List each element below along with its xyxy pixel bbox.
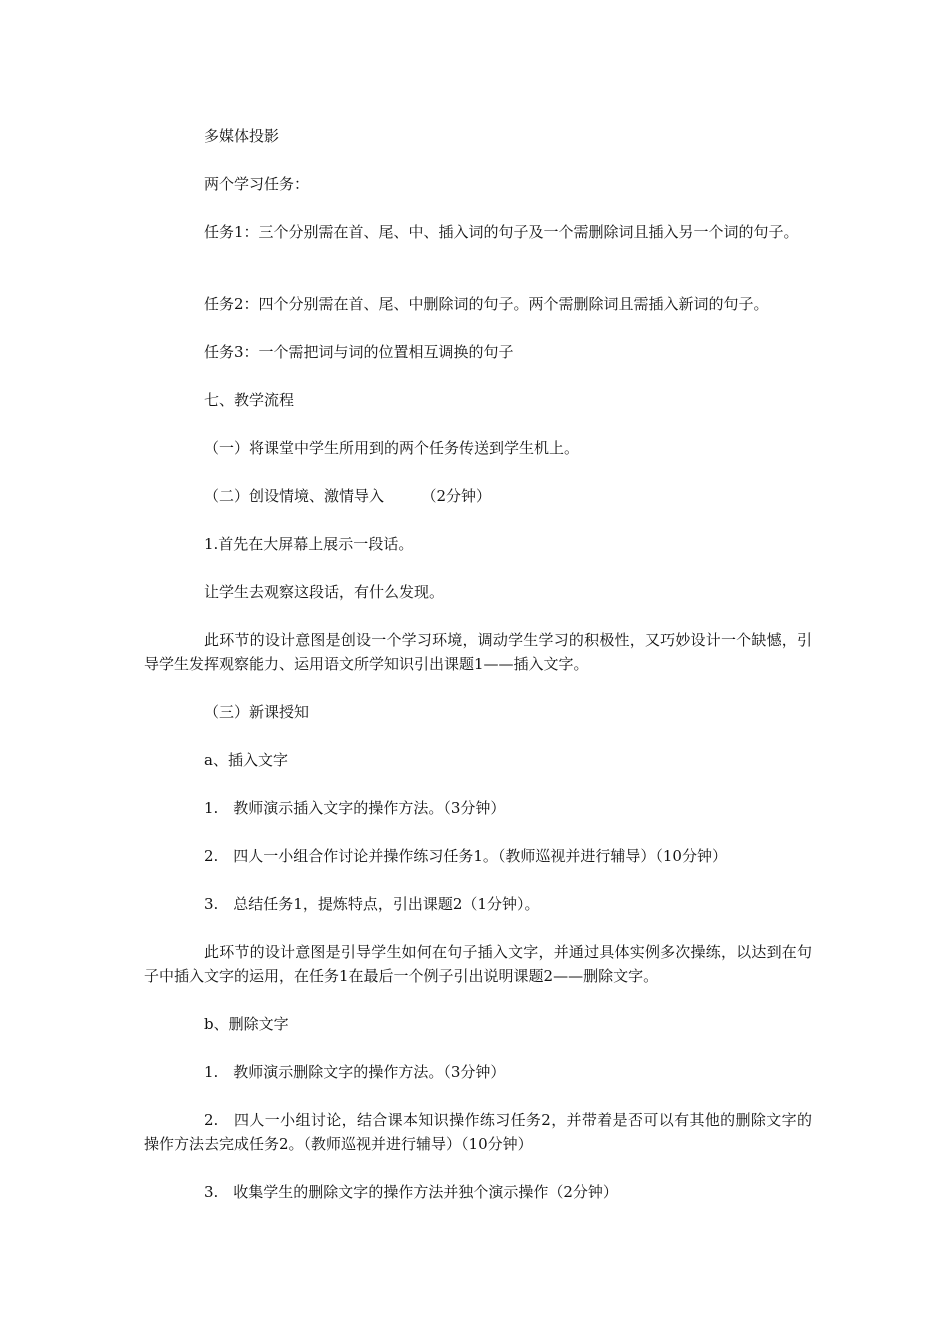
paragraph-insert-item-1: 1. 教师演示插入文字的操作方法。（3分钟） xyxy=(204,799,506,817)
paragraph-equipment: 多媒体投影 xyxy=(204,127,280,145)
paragraph-step-2-item-1: 1.首先在大屏幕上展示一段话。 xyxy=(204,535,414,553)
paragraph-step-2-observe: 让学生去观察这段话，有什么发现。 xyxy=(204,583,445,601)
paragraph-delete-item-2: 2. 四人一小组讨论，结合课本知识操作练习任务2，并带着是否可以有其他的删除文字的操作方法去完成任务2。（教师巡视并进行辅导）（10分钟） xyxy=(144,1111,812,1153)
paragraph-step-3: （三）新课授知 xyxy=(204,703,310,721)
paragraph-tasks-heading: 两个学习任务： xyxy=(204,175,310,193)
paragraph-design-intent-2: 此环节的设计意图是引导学生如何在句子插入文字，并通过具体实例多次操练，以达到在句子中插入文字的运用，在任务1在最后一个例子引出说明课题2——删除文字。 xyxy=(144,943,812,985)
paragraph-task-2: 任务2：四个分别需在首、尾、中删除词的句子。两个需删除词且需插入新词的句子。 xyxy=(204,295,769,313)
paragraph-step-2: （二）创设情境、激情导入 （2分钟） xyxy=(204,487,492,505)
paragraph-step-1: （一）将课堂中学生所用到的两个任务传送到学生机上。 xyxy=(204,439,580,457)
paragraph-design-intent-1: 此环节的设计意图是创设一个学习环境，调动学生学习的积极性，又巧妙设计一个缺憾，引导学生发挥观察能力、运用语文所学知识引出课题1——插入文字。 xyxy=(144,631,812,673)
paragraph-task-1: 任务1：三个分别需在首、尾、中、插入词的句子及一个需删除词且插入另一个词的句子。 xyxy=(204,223,799,241)
paragraph-delete-item-1: 1. 教师演示删除文字的操作方法。（3分钟） xyxy=(204,1063,506,1081)
paragraph-delete-item-3: 3. 收集学生的删除文字的操作方法并独个演示操作（2分钟） xyxy=(204,1183,618,1201)
paragraph-insert-item-2: 2. 四人一小组合作讨论并操作练习任务1。（教师巡视并进行辅导）（10分钟） xyxy=(204,847,727,865)
paragraph-delete-text-heading: b、删除文字 xyxy=(204,1015,289,1033)
paragraph-insert-text-heading: a、插入文字 xyxy=(204,751,288,769)
paragraph-insert-item-3: 3. 总结任务1，提炼特点，引出课题2（1分钟）。 xyxy=(204,895,540,913)
section-heading-teaching-process: 七、教学流程 xyxy=(204,391,295,409)
paragraph-task-3: 任务3：一个需把词与词的位置相互调换的句子 xyxy=(204,343,514,361)
